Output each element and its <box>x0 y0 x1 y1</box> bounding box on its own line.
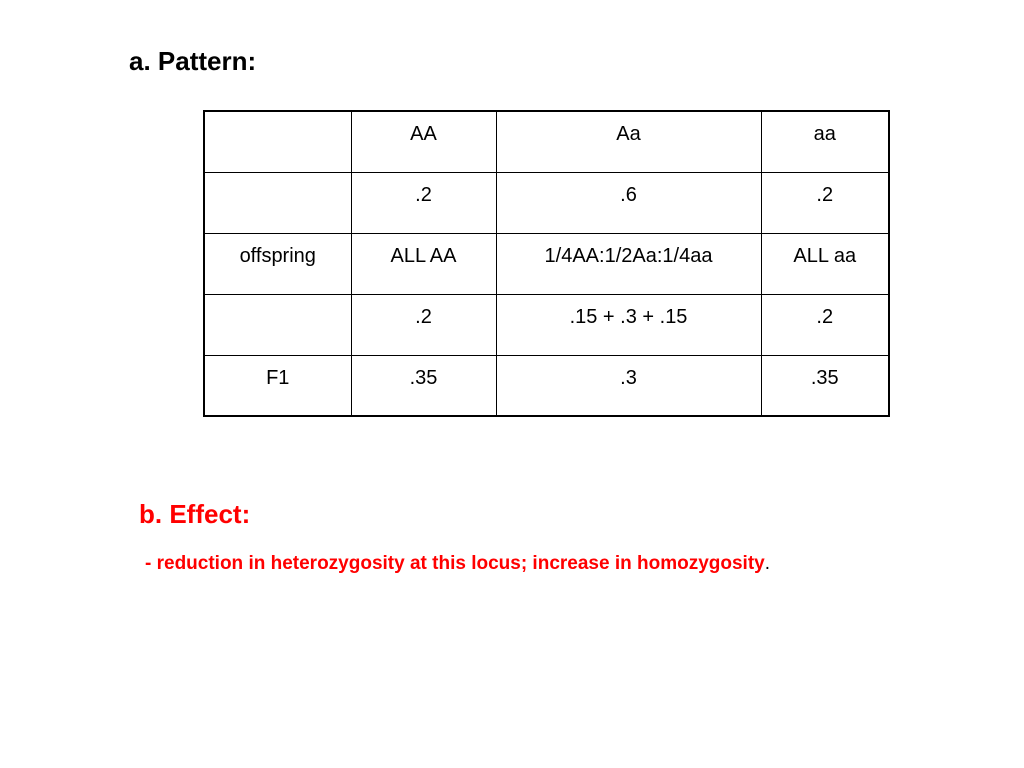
effect-heading: b. Effect: <box>139 499 251 529</box>
effect-text: - reduction in heterozygosity at this locus; increase in homozygosity <box>145 553 765 574</box>
table-cell <box>204 294 351 355</box>
table-cell: offspring <box>204 233 351 294</box>
table-cell <box>204 111 351 172</box>
table-cell: ALL AA <box>351 233 496 294</box>
table-row <box>204 294 889 355</box>
table-cell: ALL aa <box>761 233 889 294</box>
table-cell: .2 <box>351 294 496 355</box>
table-cell: .6 <box>496 172 761 233</box>
effect-description <box>145 551 770 577</box>
table-cell <box>204 172 351 233</box>
table-cell: AA <box>351 111 496 172</box>
genotype-table <box>203 110 890 417</box>
table-cell: .2 <box>761 172 889 233</box>
table-cell: .2 <box>761 294 889 355</box>
effect-period: . <box>764 553 770 574</box>
table-row <box>204 111 889 172</box>
table-cell: F1 <box>204 355 351 416</box>
table-row <box>204 355 889 416</box>
table-row <box>204 233 889 294</box>
table-cell: .35 <box>761 355 889 416</box>
table-row <box>204 172 889 233</box>
table-cell: aa <box>761 111 889 172</box>
pattern-heading: a. Pattern: <box>129 46 257 76</box>
table-cell: .35 <box>351 355 496 416</box>
table-cell: Aa <box>496 111 761 172</box>
table-cell: .3 <box>496 355 761 416</box>
table-cell: .2 <box>351 172 496 233</box>
table-cell: 1/4AA:1/2Aa:1/4aa <box>496 233 761 294</box>
table-cell: .15 + .3 + .15 <box>496 294 761 355</box>
